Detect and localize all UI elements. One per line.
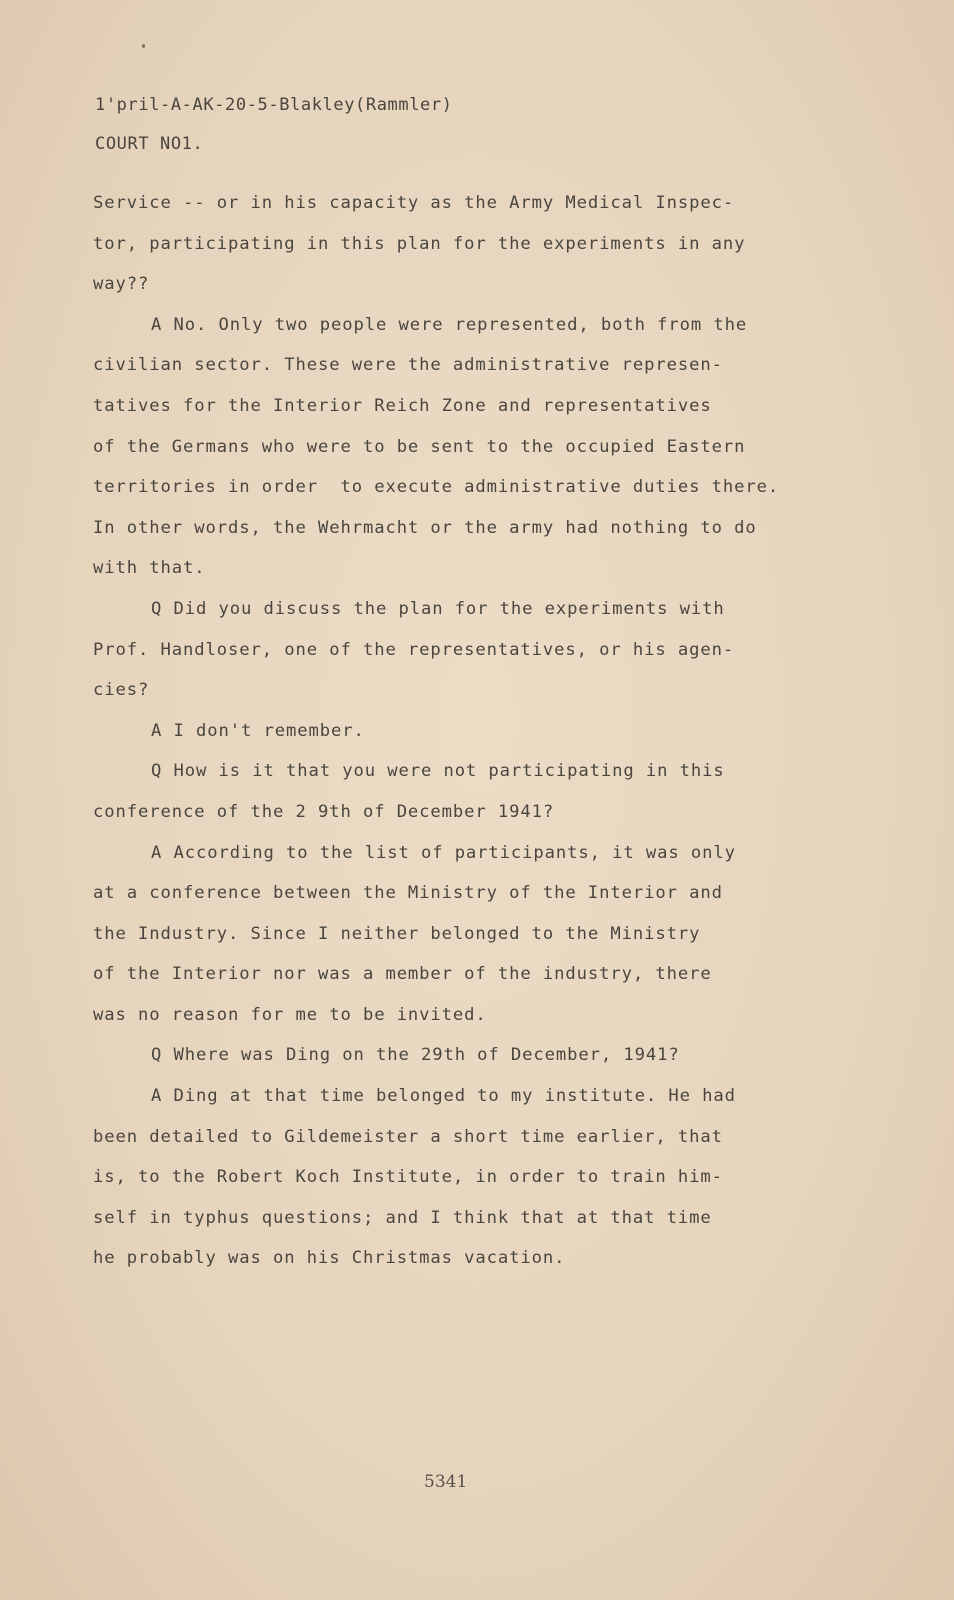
transcript-body <box>93 183 913 1279</box>
transcript-line: conference of the 2 9th of December 1941? <box>93 801 555 822</box>
transcript-line: tor, participating in this plan for the experiments in any <box>93 233 746 254</box>
transcript-line: the Industry. Since I neither belonged to the Ministry <box>93 923 701 944</box>
transcript-line: he probably was on his Christmas vacation. <box>93 1248 566 1269</box>
answer-line: A I don't remember. <box>151 720 365 741</box>
transcript-line: at a conference between the Ministry of the Interior and <box>93 883 723 904</box>
transcript-line: is, to the Robert Koch Institute, in order to train him- <box>93 1167 723 1188</box>
transcript-line: way?? <box>93 274 150 295</box>
transcript-line: territories in order to execute administrative duties there. <box>93 477 780 498</box>
transcript-line: Service -- or in his capacity as the Army Medical Inspec- <box>93 193 735 213</box>
header-court-line: COURT NO1. <box>95 134 204 154</box>
transcript-line: was no reason for me to be invited. <box>93 1004 487 1025</box>
transcript-line: cies? <box>93 680 150 701</box>
transcript-line: In other words, the Wehrmacht or the army had nothing to do <box>93 517 757 538</box>
transcript-line: with that. <box>93 558 206 579</box>
answer-line: A Ding at that time belonged to my institute. He had <box>151 1086 736 1107</box>
paper-speck <box>142 44 145 48</box>
transcript-line: civilian sector. These were the administrative represen- <box>93 355 723 376</box>
question-line: Q How is it that you were not participating in this <box>151 761 725 782</box>
question-line: Q Did you discuss the plan for the experiments with <box>151 598 725 619</box>
transcript-line: self in typhus questions; and I think that at that time <box>93 1207 712 1228</box>
document-header <box>95 86 453 164</box>
transcript-line: of the Interior nor was a member of the industry, there <box>93 964 712 985</box>
header-reference-line: 1'pril-A-AK-20-5-Blakley(Rammler) <box>95 95 453 115</box>
transcript-line: been detailed to Gildemeister a short time earlier, that <box>93 1126 723 1147</box>
answer-line: A According to the list of participants, it was only <box>151 842 736 863</box>
page-number: 5341 <box>424 1472 468 1492</box>
transcript-line: tatives for the Interior Reich Zone and representatives <box>93 395 712 416</box>
answer-line: A No. Only two people were represented, both from the <box>151 314 748 335</box>
question-line: Q Where was Ding on the 29th of December, 1941? <box>151 1045 680 1066</box>
transcript-line: Prof. Handloser, one of the representatives, or his agen- <box>93 639 735 660</box>
transcript-line: of the Germans who were to be sent to the occupied Eastern <box>93 436 746 457</box>
